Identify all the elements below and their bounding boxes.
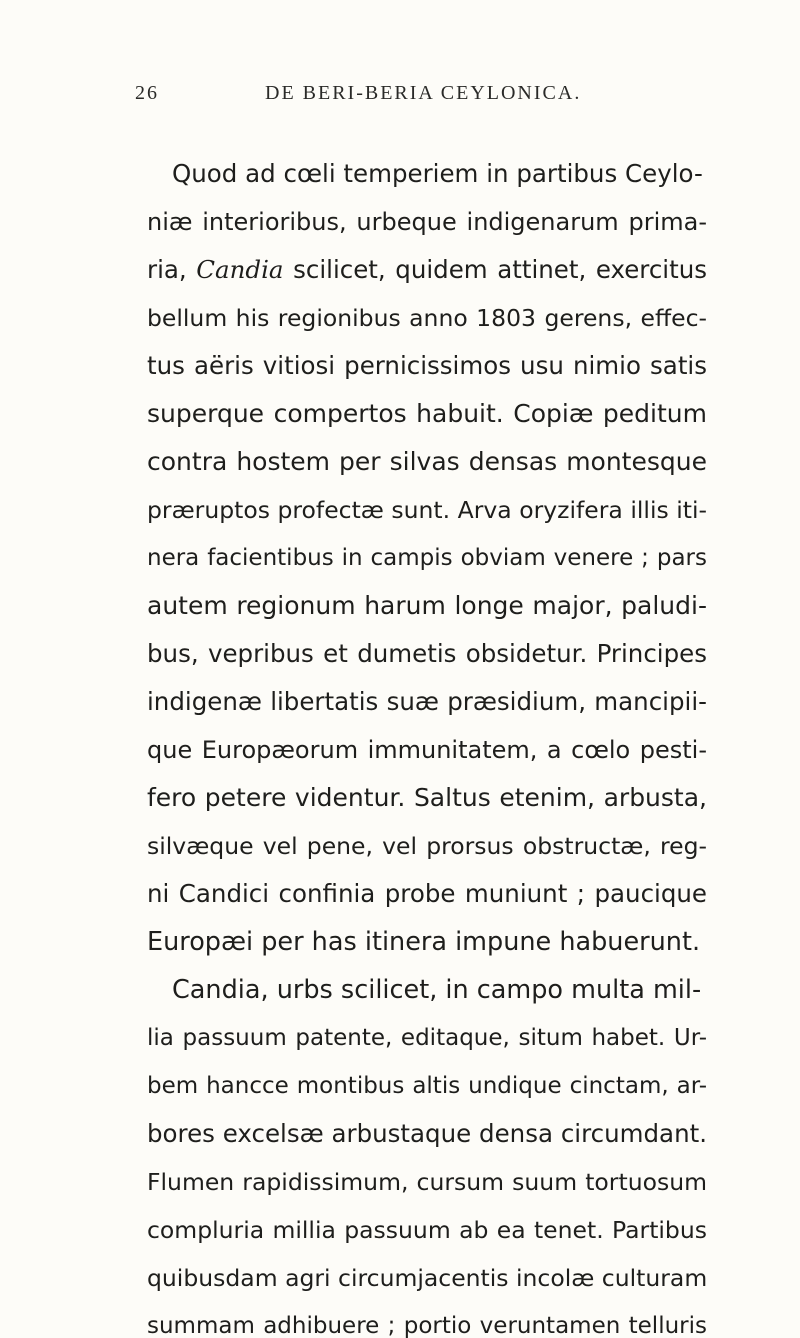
- text-line: nera facientibus in campis obviam venere ; pars: [147, 545, 707, 571]
- text-line: tus aëris vitiosi pernicissimos usu nimio satis: [147, 351, 707, 380]
- running-title: DE BERI-BERIA CEYLONICA.: [265, 82, 582, 104]
- running-head: [135, 82, 695, 118]
- text-line: Candia, urbs scilicet, in campo multa mil-: [172, 975, 702, 1005]
- text-line: que Europæorum immunitatem, a cœlo pesti-: [147, 736, 707, 764]
- text-line: ria, Candia scilicet, quidem attinet, exercitus: [147, 255, 708, 284]
- page-number: 26: [135, 82, 159, 104]
- text-line: præruptos profectæ sunt. Arva oryzifera illis iti-: [147, 496, 707, 524]
- italic-place-name: Candia: [196, 255, 284, 284]
- text-line: Flumen rapidissimum, cursum suum tortuosum: [147, 1168, 707, 1196]
- text-line: quibusdam agri circumjacentis incolæ culturam: [147, 1264, 708, 1292]
- text-line: ni Candici confinia probe muniunt ; paucique: [147, 879, 707, 908]
- text-line: fero petere videntur. Saltus etenim, arbusta,: [147, 783, 707, 812]
- text-line: niæ interioribus, urbeque indigenarum prima-: [147, 208, 707, 236]
- text-line: indigenæ libertatis suæ præsidium, mancipii-: [147, 687, 707, 716]
- text-line: autem regionum harum longe major, paludi-: [147, 591, 707, 620]
- text-line: Europæi per has itinera impune habuerunt.: [147, 927, 701, 957]
- text-line: compluria millia passuum ab ea tenet. Partibus: [147, 1216, 707, 1244]
- text-line: bem hancce montibus altis undique cinctam, ar-: [147, 1073, 707, 1099]
- text-line: bellum his regionibus anno 1803 gerens, effec-: [147, 304, 707, 332]
- text-line: summam adhibuere ; portio veruntamen telluris: [147, 1313, 707, 1338]
- text-line: silvæque vel pene, vel prorsus obstructæ, reg-: [147, 832, 707, 860]
- text-line: Quod ad cœli temperiem in partibus Ceylo-: [172, 159, 703, 188]
- text-line: lia passuum patente, editaque, situm habet. Ur-: [147, 1025, 707, 1051]
- body-paragraphs: [147, 150, 707, 1338]
- text-line: superque compertos habuit. Copiæ peditum: [147, 399, 707, 428]
- text-line: bores excelsæ arbustaque densa circumdant.: [147, 1119, 707, 1148]
- text-line: bus, vepribus et dumetis obsidetur. Principes: [147, 639, 707, 668]
- text-line: contra hostem per silvas densas montesque: [147, 447, 707, 476]
